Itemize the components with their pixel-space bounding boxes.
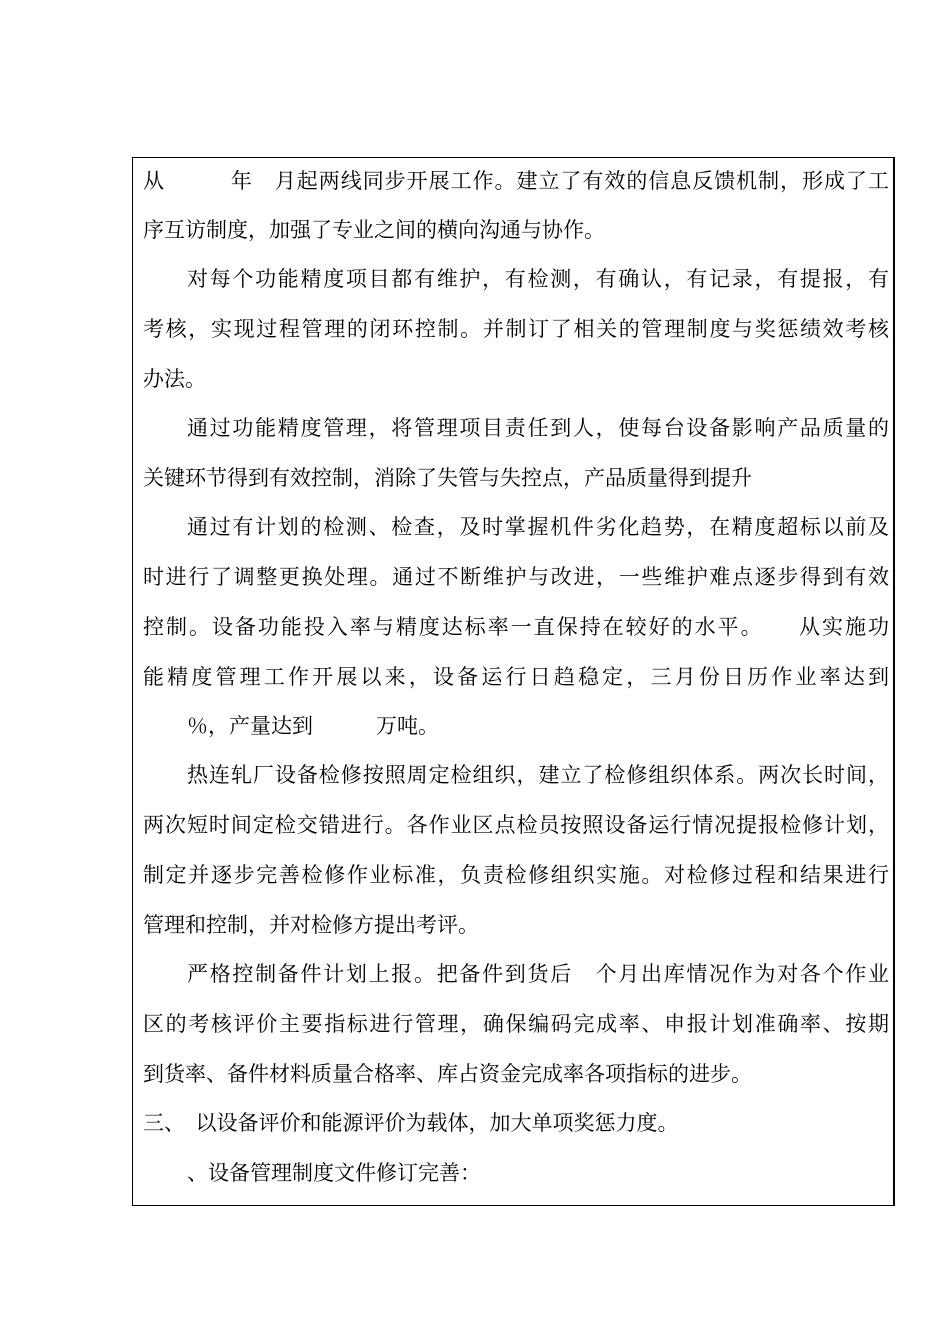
subsection-heading: 、设备管理制度文件修订完善： <box>187 1161 481 1185</box>
paragraph-line: 制定并逐步完善检修作业标准，负责检修组织实施。对检修过程和结果进行 <box>143 863 889 887</box>
paragraph-line: 通过有计划的检测、检查，及时掌握机件劣化趋势，在精度超标以前及 <box>187 515 889 539</box>
paragraph-line: 关键环节得到有效控制，消除了失管与失控点，产品质量得到提升 <box>143 466 752 490</box>
paragraph-line: 严格控制备件计划上报。把备件到货后 个月出库情况作为对各个作业 <box>187 962 889 986</box>
paragraph-line: 办法。 <box>143 367 206 391</box>
paragraph-line: 序互访制度，加强了专业之间的横向沟通与协作。 <box>143 218 605 242</box>
paragraph-line: 管理和控制，并对检修方提出考评。 <box>143 913 479 937</box>
paragraph-line: 两次短时间定检交错进行。各作业区点检员按照设备运行情况提报检修计划， <box>143 813 889 837</box>
section-heading: 三、 以设备评价和能源评价为载体，加大单项奖惩力度。 <box>143 1111 679 1135</box>
paragraph-line: ％，产量达到 万吨。 <box>187 714 439 738</box>
paragraph-line: 热连轧厂设备检修按照周定检组织，建立了检修组织体系。两次长时间， <box>187 763 889 787</box>
paragraph-line: 从 年 月起两线同步开展工作。建立了有效的信息反馈机制，形成了工 <box>143 169 889 193</box>
paragraph-line: 考核，实现过程管理的闭环控制。并制订了相关的管理制度与奖惩绩效考核 <box>143 317 889 341</box>
paragraph-line: 通过功能精度管理，将管理项目责任到人，使每台设备影响产品质量的 <box>187 416 889 440</box>
paragraph-line: 时进行了调整更换处理。通过不断维护与改进，一些维护难点逐步得到有效 <box>143 565 889 589</box>
paragraph-line: 能精度管理工作开展以来，设备运行日趋稳定，三月份日历作业率达到 <box>143 665 889 689</box>
paragraph-line: 控制。设备功能投入率与精度达标率一直保持在较好的水平。 从实施功 <box>143 615 889 639</box>
paragraph-line: 区的考核评价主要指标进行管理，确保编码完成率、申报计划准确率、按期 <box>143 1012 889 1036</box>
paragraph-line: 到货率、备件材料质量合格率、库占资金完成率各项指标的进步。 <box>143 1062 752 1086</box>
paragraph-line: 对每个功能精度项目都有维护，有检测，有确认，有记录，有提报，有 <box>187 267 889 291</box>
